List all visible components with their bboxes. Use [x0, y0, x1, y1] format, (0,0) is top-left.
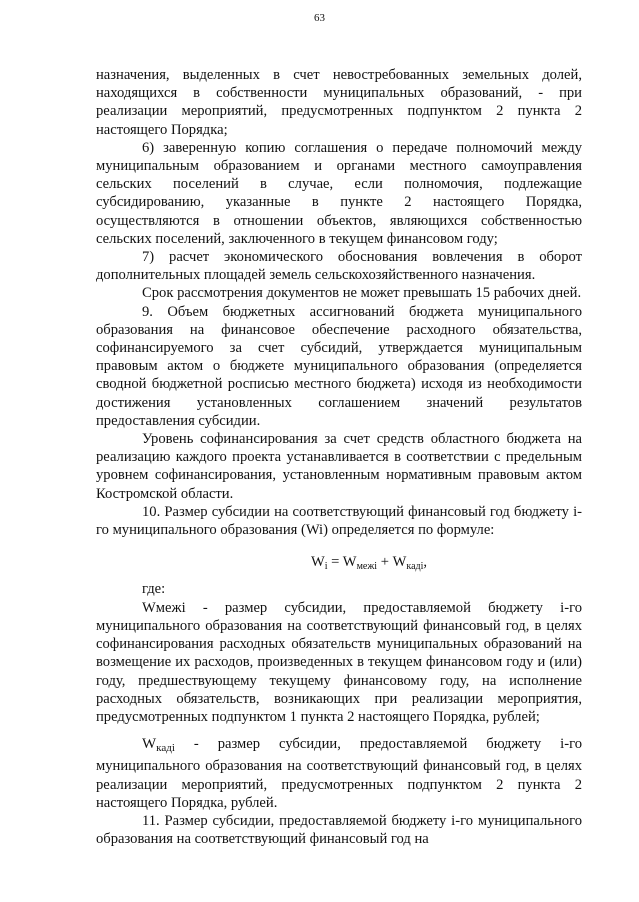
wkadi-symbol-sub: кадi [156, 742, 175, 755]
paragraph-review-period: Срок рассмотрения документов не может превышать 15 рабочих дней. [142, 285, 582, 302]
paragraph-cofinancing-level: Уровень софинансирования за счет средств областного бюджета на реализацию каждого проекта устанавливается в соответствии с предельным уровнем софинансирования, установленным нормативным правовым актом Костромской области. [96, 431, 582, 502]
formula-lhs: W [310, 554, 325, 571]
wmezhi-definition-text: - размер субсидии, предоставляемой бюджету i-го муниципального образования на соответствующий финансовый год, в целях софинансирования расходных обязательств муниципальных образований на возмещение их расходов, произведенных в текущем финансовом году и (или) году, предшествующему текущему финансовому году, на исполнение расходных обязательств, возникающих при реализации мероприятия, предусмотренных подпунктом 1 пункта 2 настоящего Порядка, рублей; [96, 599, 582, 725]
formula-term-2: W [392, 554, 407, 571]
paragraph-section-11: 11. Размер субсидии, предоставляемой бюджету i-го муниципального образования на соответствующий финансовый год на [96, 812, 582, 848]
formula-equals: = [327, 554, 343, 571]
paragraph-wmezhi-definition [96, 599, 582, 726]
paragraph-item-7: 7) расчет экономического обоснования вовлечения в оборот дополнительных площадей земель сельскохозяйственного назначения. [96, 249, 582, 284]
spacer [96, 726, 582, 735]
formula-where-label: где: [142, 581, 166, 598]
paragraph-wkadi-definition [96, 735, 582, 812]
page-number: 63 [314, 12, 325, 24]
formula-end: , [423, 554, 428, 571]
document-body [96, 66, 582, 848]
wmezhi-symbol: Wмежі [142, 599, 186, 616]
paragraph-continuation: назначения, выделенных в счет невостребованных земельных долей, находящихся в собственности муниципальных образований, - при реализации мероприятий, предусмотренных подпунктом 2 пункта 2 настоящего Порядка; [96, 67, 582, 138]
formula-term-1-sub: межі [356, 561, 378, 573]
formula-plus: + [377, 554, 393, 571]
formula-lhs-sub: i [324, 561, 328, 573]
paragraph-item-6: 6) заверенную копию соглашения о передаче полномочий между муниципальным образованием и органами местного самоуправления сельских поселений в случае, если полномочия, подлежащие субсидированию, указанные в пункте 2 настоящего Порядка, осуществляются в отношении объектов, являющихся собственностью сельских поселений, заключенного в текущем финансовом году; [96, 139, 582, 247]
wkadi-definition-text: - размер субсидии, предоставляемой бюджету i-го муниципального образования на соответствующий финансовый год, в целях реализации мероприятий, предусмотренных подпунктом 2 пункта 2 настоящего Порядка, рублей. [96, 736, 582, 811]
wkadi-symbol-base: W [142, 736, 157, 753]
subsidy-formula [96, 553, 582, 576]
wkadi-symbol [142, 736, 175, 755]
paragraph-section-10: 10. Размер субсидии на соответствующий финансовый год бюджету i-го муниципального образования (Wi) определяется по формуле: [96, 503, 582, 539]
formula-term-2-sub: каді [406, 561, 424, 573]
formula-term-1: W [342, 554, 357, 571]
paragraph-section-9: 9. Объем бюджетных ассигнований бюджета муниципального образования на финансовое обеспечение расходного обязательства, софинансируемого за счет субсидий, утверждается муниципальным правовым актом о бюджете муниципального образования (определяется сводной бюджетной росписью местного бюджета) исходя из необходимости достижения установленных соглашением значений результатов предоставления субсидии. [96, 303, 582, 429]
